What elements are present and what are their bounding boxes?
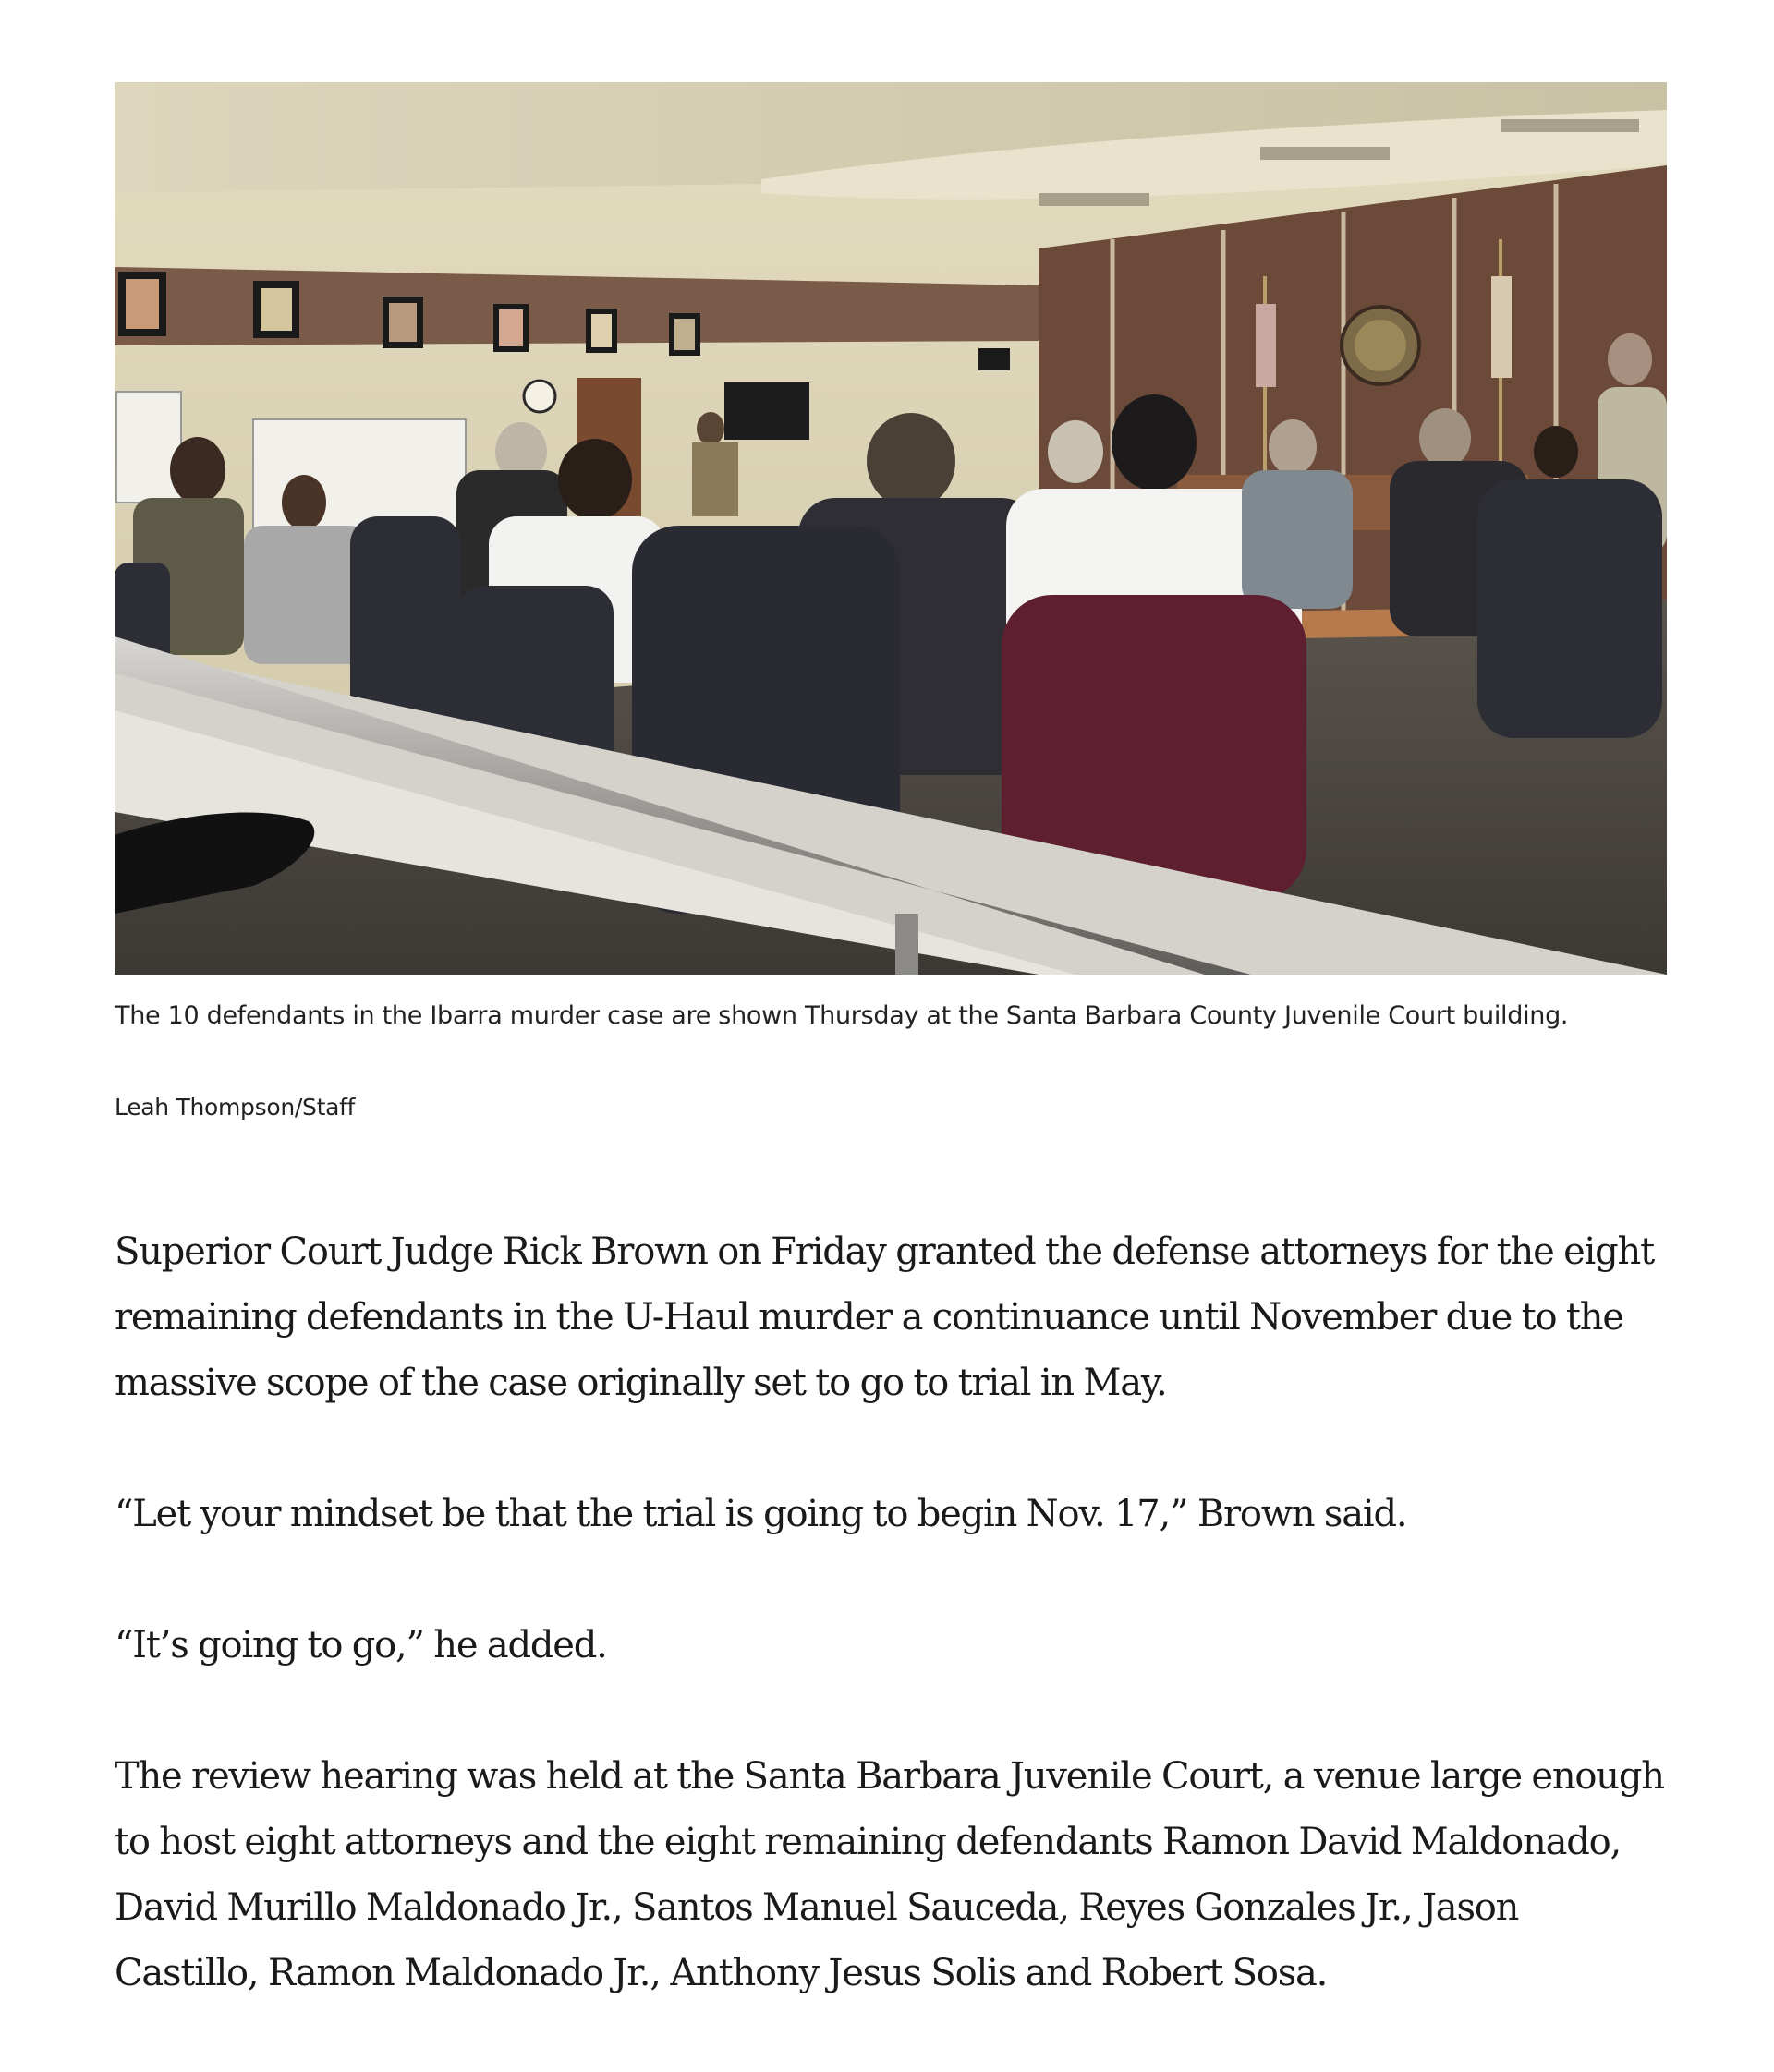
article-paragraph: The review hearing was held at the Santa Barbara Juvenile Court, a venue large enough to host eight attorneys and the eight remaining defendants Ramon David Maldonado, David Murillo Maldonado Jr., Santos Manuel Sauceda, Reyes Gonzales Jr., Jason Castillo, Ramon Maldonado Jr., Anthony Jesus Solis and Robert Sosa.	[115, 1755, 1664, 1994]
article-paragraph: “Let your mindset be that the trial is going to begin Nov. 17,” Brown said.	[115, 1493, 1407, 1535]
photo-caption: The 10 defendants in the Ibarra murder case are shown Thursday at the Santa Barbara County Juvenile Court building.	[115, 1001, 1569, 1030]
article-paragraph: Superior Court Judge Rick Brown on Friday granted the defense attorneys for the eight remaining defendants in the U-Haul murder a continuance until November due to the massive scope of the case originally set to go to trial in May.	[115, 1230, 1654, 1404]
photo-credit: Leah Thompson/Staff	[115, 1094, 356, 1121]
article-body	[115, 1219, 1667, 2072]
courtroom-photo	[115, 82, 1667, 975]
article-paragraph: “It’s going to go,” he added.	[115, 1624, 607, 1666]
